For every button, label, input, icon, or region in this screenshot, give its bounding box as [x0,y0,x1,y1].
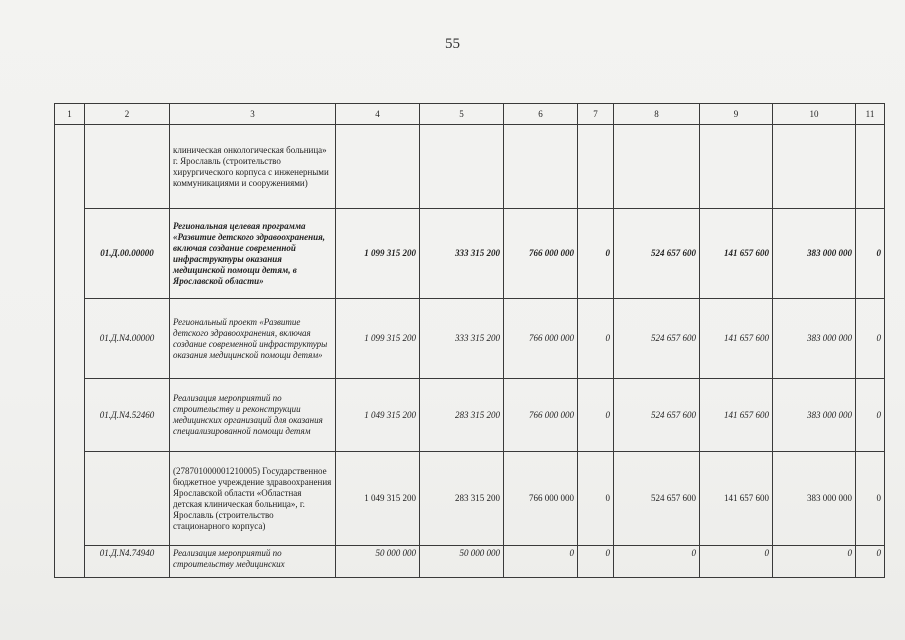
value-cell: 0 [856,379,885,452]
table-row [55,546,885,578]
table-row [55,452,885,546]
column-number: 8 [614,104,700,125]
value-cell: 524 657 600 [614,452,700,546]
value-cell: 0 [578,546,614,578]
column-number: 7 [578,104,614,125]
column-number: 10 [773,104,856,125]
value-cell [578,125,614,209]
value-cell: 333 315 200 [420,299,504,379]
description-cell: Региональный проект «Развитие детского здравоохранения, включая создание современной инфраструктуры оказания медицинской помощи детям» [170,299,336,379]
value-cell [700,125,773,209]
table-row [55,209,885,299]
value-cell: 766 000 000 [504,379,578,452]
value-cell: 383 000 000 [773,452,856,546]
description-cell: Региональная целевая программа «Развитие детского здравоохранения, включая создание современной инфраструктуры оказания медицинской помощи детям, в Ярославской области» [170,209,336,299]
row-number-cell [55,125,85,578]
value-cell: 141 657 600 [700,379,773,452]
value-cell [614,125,700,209]
value-cell: 141 657 600 [700,299,773,379]
column-number: 6 [504,104,578,125]
column-number: 3 [170,104,336,125]
column-number: 4 [336,104,420,125]
value-cell: 0 [578,299,614,379]
value-cell: 1 099 315 200 [336,299,420,379]
value-cell: 1 049 315 200 [336,379,420,452]
code-cell: 01.Д.N4.52460 [85,379,170,452]
value-cell: 383 000 000 [773,209,856,299]
value-cell [504,125,578,209]
value-cell: 0 [578,452,614,546]
value-cell: 0 [578,379,614,452]
value-cell: 0 [700,546,773,578]
code-cell: 01.Д.N4.00000 [85,299,170,379]
value-cell [773,125,856,209]
value-cell: 766 000 000 [504,452,578,546]
column-number: 2 [85,104,170,125]
value-cell [336,125,420,209]
value-cell: 1 049 315 200 [336,452,420,546]
value-cell: 0 [614,546,700,578]
value-cell: 0 [504,546,578,578]
value-cell: 383 000 000 [773,299,856,379]
value-cell: 283 315 200 [420,452,504,546]
description-cell: Реализация мероприятий по строительству и реконструкции медицинских организаций для оказания специализированной помощи детям [170,379,336,452]
value-cell: 766 000 000 [504,209,578,299]
code-cell: 01.Д.00.00000 [85,209,170,299]
column-number: 9 [700,104,773,125]
value-cell: 524 657 600 [614,299,700,379]
value-cell [856,125,885,209]
value-cell: 141 657 600 [700,209,773,299]
value-cell: 524 657 600 [614,209,700,299]
table-row [55,125,885,209]
value-cell: 766 000 000 [504,299,578,379]
code-cell [85,125,170,209]
value-cell: 141 657 600 [700,452,773,546]
description-cell: (278701000001210005) Государственное бюджетное учреждение здравоохранения Ярославской области «Областная детская клиническая больница», г. Ярославль (строительство стационарного корпуса) [170,452,336,546]
value-cell: 50 000 000 [336,546,420,578]
value-cell: 0 [856,209,885,299]
page-number: 55 [445,36,460,52]
code-cell [85,452,170,546]
budget-table [54,103,885,578]
value-cell: 0 [856,546,885,578]
value-cell: 0 [856,299,885,379]
value-cell: 50 000 000 [420,546,504,578]
value-cell: 524 657 600 [614,379,700,452]
column-number-row [55,104,885,125]
code-cell: 01.Д.N4.74940 [85,546,170,578]
description-cell: Реализация мероприятий по строительству медицинских [170,546,336,578]
table-row [55,299,885,379]
column-number: 5 [420,104,504,125]
value-cell: 383 000 000 [773,379,856,452]
column-number: 11 [856,104,885,125]
value-cell: 0 [856,452,885,546]
column-number: 1 [55,104,85,125]
value-cell: 283 315 200 [420,379,504,452]
value-cell: 333 315 200 [420,209,504,299]
value-cell: 0 [578,209,614,299]
description-cell: клиническая онкологическая больница» г. Ярославль (строительство хирургического корпуса с инженерными коммуникациями и сооружениями) [170,125,336,209]
value-cell: 1 099 315 200 [336,209,420,299]
table-row [55,379,885,452]
value-cell [420,125,504,209]
value-cell: 0 [773,546,856,578]
